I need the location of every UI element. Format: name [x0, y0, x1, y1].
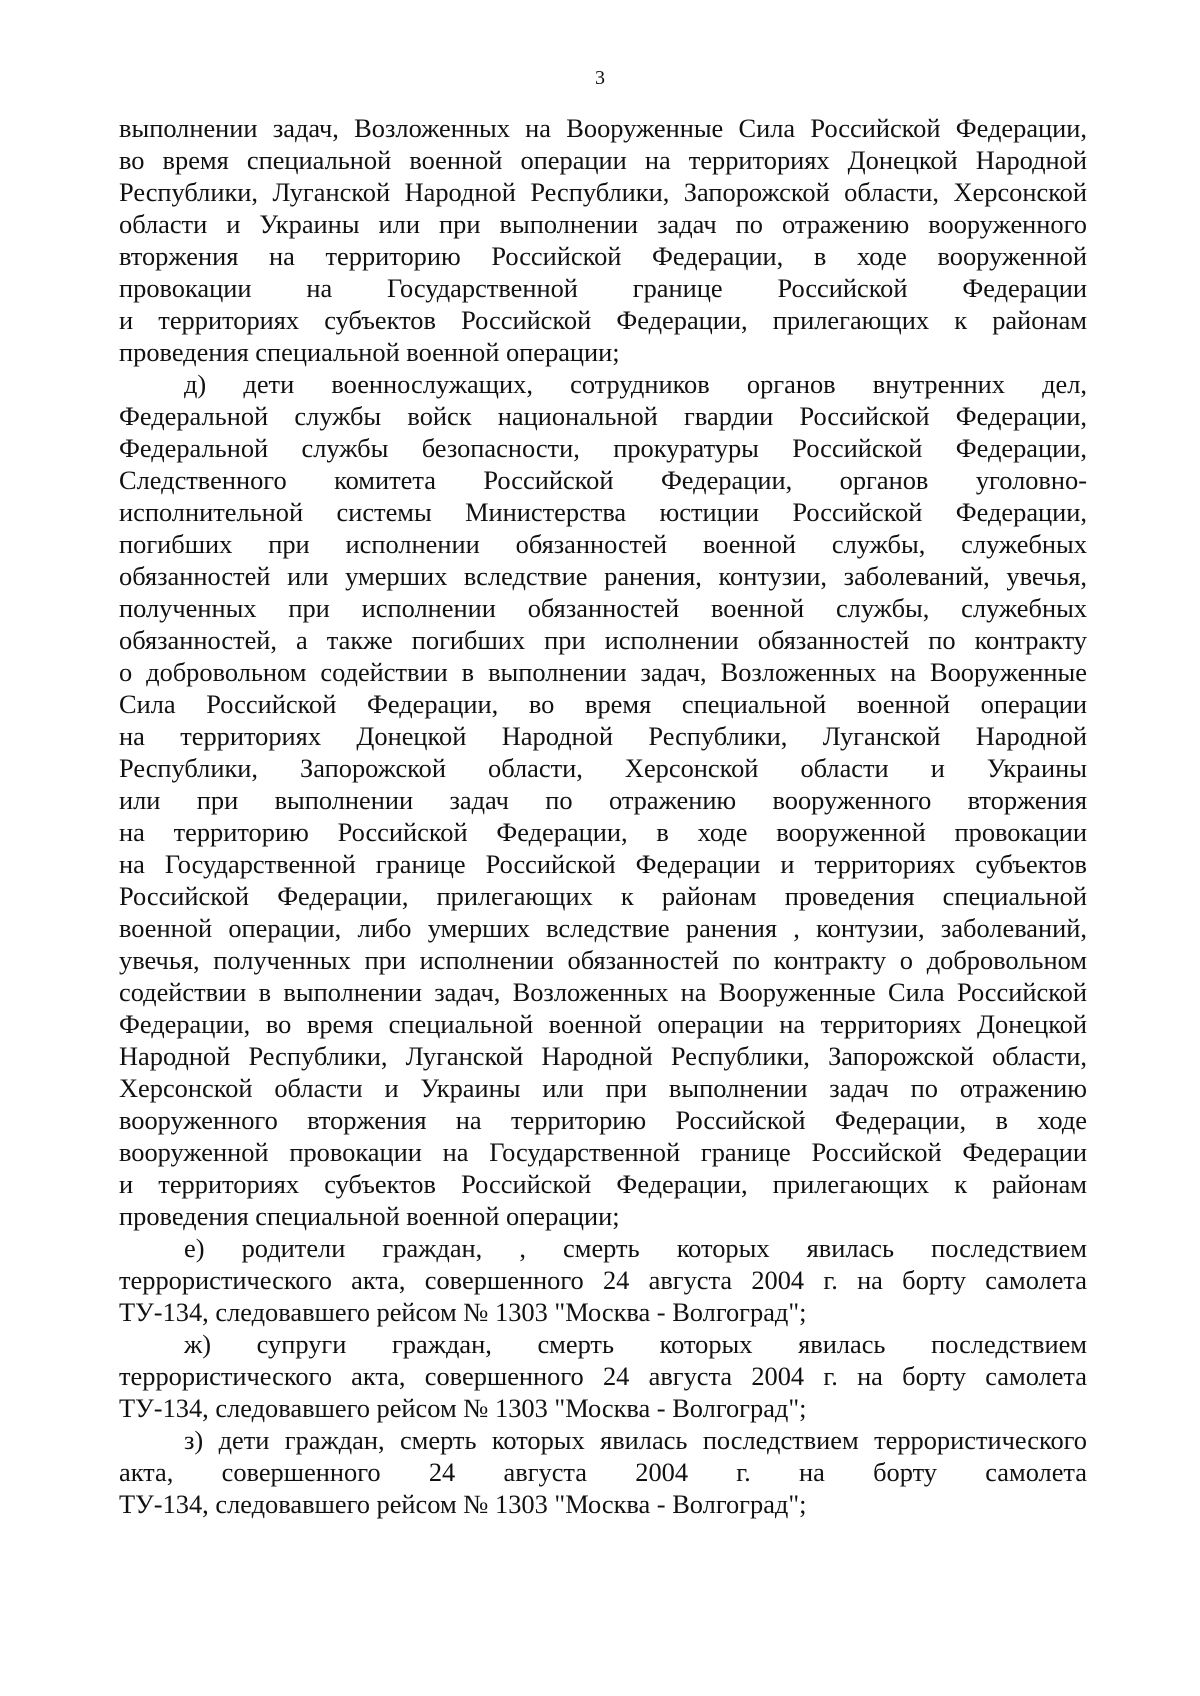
text-line: е) родители граждан, , смерть которых явилась последствием: [184, 1233, 1087, 1263]
text-line: содействии в выполнении задач, Возложенных на Вооруженные Сила Российской: [119, 977, 1087, 1007]
text-line: террористического акта, совершенного 24 августа 2004 г. на борту самолета: [119, 1361, 1087, 1391]
text-line: Республики, Луганской Народной Республики, Запорожской области, Херсонской: [119, 177, 1087, 207]
text-line: Сила Российской Федерации, во время специальной военной операции: [119, 689, 1087, 719]
text-line: ТУ-134, следовавшего рейсом № 1303 "Москва - Волгоград";: [119, 1489, 807, 1519]
text-line: проведения специальной военной операции;: [119, 1201, 620, 1231]
text-line: погибших при исполнении обязанностей военной службы, служебных: [119, 529, 1087, 559]
body-text: [119, 112, 1087, 1520]
text-line: вооруженной провокации на Государственной границе Российской Федерации: [119, 1137, 1087, 1167]
text-line: ТУ-134, следовавшего рейсом № 1303 "Москва - Волгоград";: [119, 1297, 807, 1327]
text-line: акта, совершенного 24 августа 2004 г. на борту самолета: [119, 1457, 1087, 1487]
text-line: Федеральной службы войск национальной гвардии Российской Федерации,: [119, 401, 1087, 431]
text-line: увечья, полученных при исполнении обязанностей по контракту о добровольном: [119, 945, 1087, 975]
text-line: и территориях субъектов Российской Федерации, прилегающих к районам: [119, 305, 1087, 335]
text-line: Российской Федерации, прилегающих к районам проведения специальной: [119, 881, 1087, 911]
text-line: Следственного комитета Российской Федерации, органов уголовно-: [119, 465, 1087, 495]
text-line: о добровольном содействии в выполнении задач, Возложенных на Вооруженные: [119, 657, 1087, 687]
text-line: Федеральной службы безопасности, прокуратуры Российской Федерации,: [119, 433, 1087, 463]
text-line: вооруженного вторжения на территорию Российской Федерации, в ходе: [119, 1105, 1087, 1135]
text-line: д) дети военнослужащих, сотрудников органов внутренних дел,: [184, 369, 1087, 399]
text-line: провокации на Государственной границе Российской Федерации: [119, 273, 1087, 303]
text-line: обязанностей или умерших вследствие ранения, контузии, заболеваний, увечья,: [119, 561, 1087, 591]
text-line: Республики, Запорожской области, Херсонской области и Украины: [119, 753, 1087, 783]
text-line: на территорию Российской Федерации, в ходе вооруженной провокации: [119, 817, 1087, 847]
text-line: ТУ-134, следовавшего рейсом № 1303 "Москва - Волгоград";: [119, 1393, 807, 1423]
text-line: вторжения на территорию Российской Федерации, в ходе вооруженной: [119, 241, 1087, 271]
text-line: на Государственной границе Российской Федерации и территориях субъектов: [119, 849, 1087, 879]
text-line: во время специальной военной операции на территориях Донецкой Народной: [119, 145, 1087, 175]
text-line: полученных при исполнении обязанностей военной службы, служебных: [119, 593, 1087, 623]
text-line: проведения специальной военной операции;: [119, 337, 620, 367]
page-number: 3: [595, 67, 605, 89]
text-line: з) дети граждан, смерть которых явилась последствием террористического: [184, 1425, 1087, 1455]
text-line: или при выполнении задач по отражению вооруженного вторжения: [119, 785, 1087, 815]
text-line: и территориях субъектов Российской Федерации, прилегающих к районам: [119, 1169, 1087, 1199]
text-line: области и Украины или при выполнении задач по отражению вооруженного: [119, 209, 1087, 239]
text-line: исполнительной системы Министерства юстиции Российской Федерации,: [119, 497, 1087, 527]
text-line: на территориях Донецкой Народной Республики, Луганской Народной: [119, 721, 1087, 751]
text-line: военной операции, либо умерших вследствие ранения , контузии, заболеваний,: [119, 913, 1087, 943]
text-line: выполнении задач, Возложенных на Вооруженные Сила Российской Федерации,: [119, 113, 1087, 143]
text-line: террористического акта, совершенного 24 августа 2004 г. на борту самолета: [119, 1265, 1087, 1295]
text-line: Народной Республики, Луганской Народной Республики, Запорожской области,: [119, 1041, 1087, 1071]
text-line: обязанностей, а также погибших при исполнении обязанностей по контракту: [119, 625, 1087, 655]
text-line: ж) супруги граждан, смерть которых явилась последствием: [184, 1329, 1087, 1359]
text-line: Херсонской области и Украины или при выполнении задач по отражению: [119, 1073, 1087, 1103]
text-line: Федерации, во время специальной военной операции на территориях Донецкой: [119, 1009, 1087, 1039]
